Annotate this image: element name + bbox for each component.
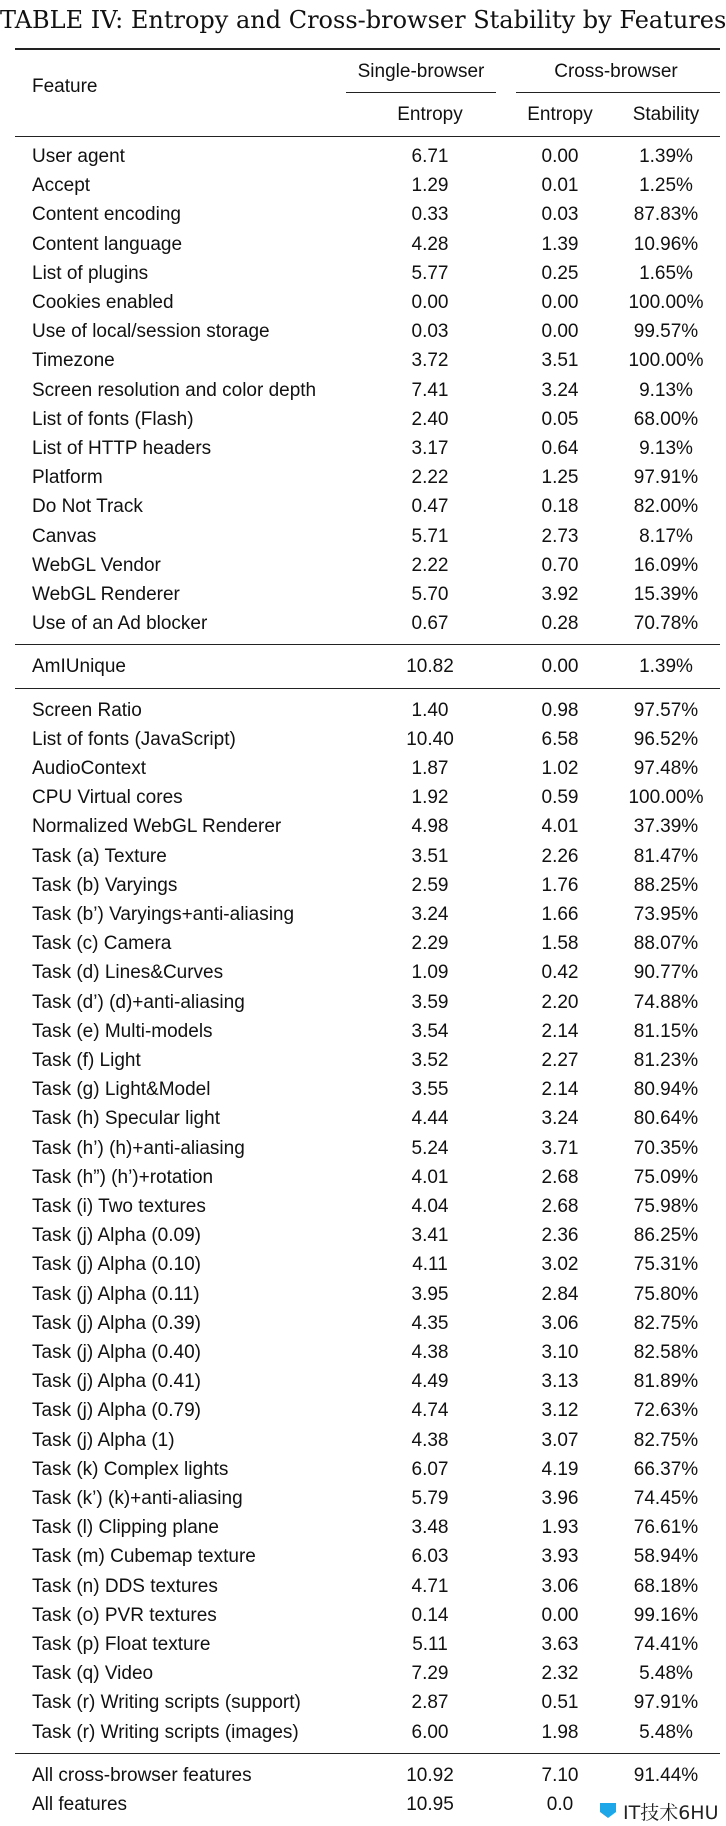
cross-entropy-cell: 2.27 (541, 1050, 579, 1071)
feature-cell: Task (g) Light&Model (32, 1079, 211, 1101)
table-row (0, 377, 726, 406)
single-entropy-cell: 10.40 (406, 728, 454, 750)
stability-cell: 80.94% (633, 1079, 699, 1101)
stability-cell: 81.89% (633, 1371, 699, 1393)
feature-cell: Task (p) Float texture (32, 1634, 211, 1655)
feature-cell: Canvas (32, 525, 97, 547)
stability-cell: 15.39% (633, 584, 699, 605)
table-row (0, 1514, 726, 1543)
stability-cell: 68.18% (633, 1575, 699, 1597)
table-row (0, 784, 726, 813)
stability-cell: 86.25% (633, 1225, 699, 1247)
single-entropy-cell: 6.07 (411, 1458, 449, 1480)
feature-cell: Content encoding (32, 204, 181, 226)
table-row (0, 172, 726, 201)
single-entropy-cell: 3.54 (411, 1020, 449, 1042)
cross-entropy-cell: 3.63 (541, 1634, 579, 1655)
feature-cell: Screen resolution and color depth (32, 379, 317, 401)
table-row (0, 610, 726, 639)
cross-browser-cmidrule (516, 92, 720, 93)
feature-cell: User agent (32, 146, 125, 167)
top-rule (15, 48, 720, 50)
table-row (0, 989, 726, 1018)
watermark (596, 1794, 726, 1826)
table-row (0, 872, 726, 901)
table-row (0, 1543, 726, 1572)
single-entropy-cell: 1.92 (411, 787, 449, 809)
single-entropy-cell: 3.41 (411, 1225, 449, 1247)
table-row (0, 1222, 726, 1251)
feature-cell: Task (j) Alpha (0.40) (32, 1342, 201, 1363)
single-entropy-cell: 1.29 (411, 175, 449, 197)
table-row (0, 959, 726, 988)
stability-cell: 70.78% (633, 613, 699, 635)
cross-entropy-cell: 3.93 (541, 1546, 579, 1568)
cross-entropy-cell: 3.96 (541, 1488, 579, 1509)
feature-cell: Task (r) Writing scripts (support) (32, 1692, 301, 1714)
feature-cell: Task (l) Clipping plane (32, 1517, 219, 1539)
single-entropy-cell: 3.52 (411, 1050, 449, 1071)
cross-entropy-cell: 7.10 (541, 1764, 579, 1786)
stability-cell: 58.94% (633, 1546, 699, 1568)
stability-cell: 1.39% (639, 146, 693, 167)
single-entropy-cell: 3.59 (411, 991, 449, 1013)
cross-entropy-cell: 2.32 (541, 1663, 579, 1685)
single-entropy-cell: 3.17 (411, 438, 449, 459)
single-entropy-cell: 10.82 (406, 656, 454, 678)
table-row (0, 726, 726, 755)
cross-entropy-cell: 0.01 (541, 175, 579, 197)
single-entropy-cell: 6.03 (411, 1546, 449, 1568)
feature-cell: Task (n) DDS textures (32, 1575, 218, 1597)
table-row (0, 1164, 726, 1193)
feature-cell: WebGL Renderer (32, 584, 180, 605)
stability-cell: 82.00% (633, 496, 699, 518)
cross-entropy-cell: 4.19 (541, 1458, 579, 1480)
stability-cell: 37.39% (633, 816, 699, 838)
single-entropy-cell: 4.01 (411, 1166, 449, 1188)
cross-entropy-cell: 3.24 (541, 1108, 579, 1130)
group-separator-rule (15, 644, 720, 645)
table-row (0, 653, 726, 682)
feature-cell: AudioContext (32, 758, 147, 779)
table-row (0, 406, 726, 435)
stability-cell: 66.37% (633, 1458, 699, 1480)
single-entropy-cell: 4.74 (411, 1400, 449, 1422)
cross-entropy-cell: 0.03 (541, 204, 579, 226)
cross-entropy-cell: 3.12 (541, 1400, 579, 1422)
cross-entropy-cell: 1.93 (541, 1517, 579, 1539)
single-entropy-cell: 2.40 (411, 408, 449, 430)
stability-cell: 88.07% (633, 933, 699, 955)
table-row (0, 435, 726, 464)
cross-entropy-cell: 3.13 (541, 1371, 579, 1393)
single-browser-cmidrule (346, 92, 496, 93)
header-feature: Feature (32, 76, 98, 97)
feature-cell: All features (32, 1794, 128, 1815)
feature-cell: Platform (32, 467, 103, 489)
cross-entropy-cell: 1.66 (541, 904, 579, 925)
stability-cell: 100.00% (628, 350, 704, 372)
cross-entropy-cell: 2.20 (541, 991, 579, 1013)
feature-cell: Task (a) Texture (32, 845, 167, 867)
feature-cell: Task (k) Complex lights (32, 1458, 229, 1480)
stability-cell: 97.57% (633, 699, 699, 721)
feature-cell: Task (j) Alpha (0.39) (32, 1312, 201, 1334)
cross-entropy-cell: 0.00 (541, 1604, 579, 1626)
single-entropy-cell: 5.79 (411, 1488, 449, 1509)
stability-cell: 81.23% (633, 1050, 699, 1071)
single-entropy-cell: 5.24 (411, 1137, 449, 1159)
feature-cell: Use of an Ad blocker (32, 613, 208, 635)
watermark-logo-icon (598, 1800, 618, 1820)
stability-cell: 74.88% (633, 991, 699, 1013)
group-separator-rule (15, 688, 720, 689)
stability-cell: 10.96% (633, 233, 699, 255)
feature-cell: Task (j) Alpha (1) (32, 1429, 175, 1451)
feature-cell: CPU Virtual cores (32, 787, 183, 809)
feature-cell: Task (j) Alpha (0.41) (32, 1371, 201, 1393)
table-row (0, 318, 726, 347)
stability-cell: 88.25% (633, 874, 699, 896)
single-entropy-cell: 5.77 (411, 262, 449, 284)
feature-cell: Task (j) Alpha (0.09) (32, 1225, 201, 1247)
feature-cell: List of HTTP headers (32, 438, 212, 459)
stability-cell: 87.83% (633, 204, 699, 226)
stability-cell: 97.91% (633, 1692, 699, 1714)
table-row (0, 1660, 726, 1689)
cross-entropy-cell: 0.00 (541, 321, 579, 343)
cross-entropy-cell: 2.36 (541, 1225, 579, 1247)
cross-entropy-cell: 3.07 (541, 1429, 579, 1451)
single-entropy-cell: 5.11 (412, 1634, 448, 1655)
header-cross-stability: Stability (632, 104, 700, 125)
table-row (0, 347, 726, 376)
cross-entropy-cell: 0.05 (541, 408, 579, 430)
single-entropy-cell: 7.41 (411, 379, 449, 401)
single-entropy-cell: 4.04 (411, 1196, 449, 1217)
cross-entropy-cell: 0.28 (541, 613, 579, 635)
table-row (0, 1047, 726, 1076)
single-entropy-cell: 4.35 (411, 1312, 449, 1334)
single-entropy-cell: 2.87 (411, 1692, 449, 1714)
stability-cell: 16.09% (633, 554, 699, 576)
feature-cell: Task (d) Lines&Curves (32, 962, 224, 984)
cross-entropy-cell: 0.18 (541, 496, 579, 518)
feature-cell: Task (b) Varyings (32, 874, 178, 896)
single-entropy-cell: 0.47 (411, 496, 449, 518)
single-entropy-cell: 2.59 (411, 874, 449, 896)
feature-cell: Task (f) Light (32, 1050, 141, 1071)
cross-entropy-cell: 0.70 (541, 554, 579, 576)
stability-cell: 5.48% (639, 1721, 693, 1743)
cross-entropy-cell: 3.24 (541, 379, 579, 401)
feature-cell: Task (j) Alpha (0.79) (32, 1400, 201, 1422)
table-row (0, 1339, 726, 1368)
table-row (0, 755, 726, 784)
cross-entropy-cell: 1.58 (541, 933, 579, 955)
group-separator-rule (15, 1753, 720, 1754)
stability-cell: 99.16% (633, 1604, 699, 1626)
feature-cell: Task (k’) (k)+anti-aliasing (32, 1488, 243, 1509)
table-row (0, 1368, 726, 1397)
stability-cell: 75.09% (633, 1166, 699, 1188)
single-entropy-cell: 1.09 (411, 962, 449, 984)
stability-cell: 5.48% (639, 1663, 693, 1685)
single-entropy-cell: 10.92 (406, 1764, 454, 1786)
table-row (0, 1427, 726, 1456)
cross-entropy-cell: 3.06 (541, 1575, 579, 1597)
feature-cell: List of fonts (JavaScript) (32, 728, 236, 750)
table-row (0, 1602, 726, 1631)
feature-cell: Task (h”) (h’)+rotation (32, 1166, 214, 1188)
single-entropy-cell: 4.71 (411, 1575, 449, 1597)
header-cross-browser: Cross-browser (554, 61, 678, 82)
table-row (0, 523, 726, 552)
single-entropy-cell: 6.00 (411, 1721, 449, 1743)
cross-entropy-cell: 0.00 (541, 656, 579, 678)
cross-entropy-cell: 1.25 (541, 467, 579, 489)
table-row (0, 260, 726, 289)
stability-cell: 72.63% (633, 1400, 699, 1422)
header-cross-entropy: Entropy (527, 104, 593, 125)
cross-entropy-cell: 6.58 (541, 728, 579, 750)
table-row (0, 1135, 726, 1164)
stability-cell: 81.15% (633, 1020, 699, 1042)
single-entropy-cell: 3.51 (411, 845, 449, 867)
cross-entropy-cell: 0.98 (541, 699, 579, 721)
stability-cell: 96.52% (633, 728, 699, 750)
table-row (0, 1018, 726, 1047)
table-row (0, 1719, 726, 1748)
table-row (0, 289, 726, 318)
single-entropy-cell: 5.70 (411, 584, 449, 605)
feature-cell: Task (j) Alpha (0.11) (32, 1283, 200, 1305)
feature-cell: Task (e) Multi-models (32, 1020, 213, 1042)
cross-entropy-cell: 2.68 (541, 1166, 579, 1188)
single-entropy-cell: 2.29 (411, 933, 449, 955)
table-row (0, 201, 726, 230)
single-entropy-cell: 4.28 (411, 233, 449, 255)
feature-cell: Task (m) Cubemap texture (32, 1546, 256, 1568)
feature-cell: Task (r) Writing scripts (images) (32, 1721, 299, 1743)
feature-cell: Do Not Track (32, 496, 143, 518)
single-entropy-cell: 4.44 (411, 1108, 449, 1130)
single-entropy-cell: 1.40 (411, 699, 449, 721)
feature-cell: Timezone (32, 350, 115, 372)
cross-entropy-cell: 2.14 (541, 1079, 579, 1101)
table-row (0, 1105, 726, 1134)
stability-cell: 80.64% (633, 1108, 699, 1130)
stability-cell: 68.00% (633, 408, 699, 430)
table-row (0, 1456, 726, 1485)
table-row (0, 231, 726, 260)
single-entropy-cell: 0.67 (411, 613, 449, 635)
cross-entropy-cell: 0.25 (541, 262, 579, 284)
stability-cell: 70.35% (633, 1137, 699, 1159)
cross-entropy-cell: 3.06 (541, 1312, 579, 1334)
table-row (0, 1281, 726, 1310)
stability-cell: 97.48% (633, 758, 699, 779)
stability-cell: 74.41% (633, 1634, 699, 1655)
stability-cell: 1.65% (639, 262, 693, 284)
single-entropy-cell: 4.11 (412, 1254, 448, 1276)
single-entropy-cell: 1.87 (411, 758, 449, 779)
table-row (0, 581, 726, 610)
cross-entropy-cell: 3.10 (541, 1342, 579, 1363)
stability-cell: 91.44% (633, 1764, 699, 1786)
watermark-text: IT技术6HU (623, 1802, 719, 1824)
feature-cell: Content language (32, 233, 183, 255)
feature-cell: Task (h) Specular light (32, 1108, 220, 1130)
stability-cell: 75.80% (633, 1283, 699, 1305)
single-entropy-cell: 4.98 (411, 816, 449, 838)
feature-cell: Screen Ratio (32, 699, 142, 721)
feature-cell: WebGL Vendor (32, 554, 161, 576)
feature-cell: Use of local/session storage (32, 321, 270, 343)
single-entropy-cell: 4.38 (411, 1342, 449, 1363)
cross-entropy-cell: 1.39 (541, 233, 579, 255)
cross-entropy-cell: 0.64 (541, 438, 579, 459)
single-entropy-cell: 0.14 (411, 1604, 449, 1626)
table-row (0, 1573, 726, 1602)
feature-cell: Task (b’) Varyings+anti-aliasing (32, 904, 295, 925)
feature-cell: Task (i) Two textures (32, 1196, 206, 1217)
table-caption: TABLE IV: Entropy and Cross-browser Stability by Features (0, 6, 726, 34)
cross-entropy-cell: 2.73 (541, 525, 579, 547)
cross-entropy-cell: 0.42 (541, 962, 579, 984)
single-entropy-cell: 3.48 (411, 1517, 449, 1539)
cross-entropy-cell: 2.84 (541, 1283, 579, 1305)
feature-cell: AmIUnique (32, 656, 126, 678)
stability-cell: 82.58% (633, 1342, 699, 1363)
stability-cell: 82.75% (633, 1429, 699, 1451)
single-entropy-cell: 4.38 (411, 1429, 449, 1451)
cross-entropy-cell: 0.00 (541, 146, 579, 167)
table-row (0, 813, 726, 842)
stability-cell: 1.39% (639, 656, 693, 678)
feature-cell: Task (q) Video (32, 1663, 154, 1685)
stability-cell: 82.75% (633, 1312, 699, 1334)
stability-cell: 74.45% (633, 1488, 699, 1509)
feature-cell: List of plugins (32, 262, 149, 284)
cross-entropy-cell: 1.76 (541, 874, 579, 896)
stability-cell: 100.00% (628, 292, 704, 313)
single-entropy-cell: 3.24 (411, 904, 449, 925)
feature-cell: Task (h’) (h)+anti-aliasing (32, 1137, 245, 1159)
header-rule (15, 136, 720, 137)
feature-cell: Accept (32, 175, 91, 197)
stability-cell: 99.57% (633, 321, 699, 343)
table-row (0, 1193, 726, 1222)
table-row (0, 930, 726, 959)
single-entropy-cell: 2.22 (411, 467, 449, 489)
stability-cell: 81.47% (633, 845, 699, 867)
single-entropy-cell: 10.95 (406, 1794, 454, 1815)
feature-cell: All cross-browser features (32, 1764, 252, 1786)
feature-cell: Normalized WebGL Renderer (32, 816, 282, 838)
table-row (0, 143, 726, 172)
table-row (0, 843, 726, 872)
feature-cell: Cookies enabled (32, 292, 174, 313)
cross-entropy-cell: 3.92 (541, 584, 579, 605)
single-entropy-cell: 0.00 (411, 292, 449, 313)
feature-cell: Task (o) PVR textures (32, 1604, 217, 1626)
table-row (0, 1485, 726, 1514)
feature-cell: Task (j) Alpha (0.10) (32, 1254, 201, 1276)
stability-cell: 73.95% (633, 904, 699, 925)
stability-cell: 97.91% (633, 467, 699, 489)
cross-entropy-cell: 0.51 (541, 1692, 579, 1714)
single-entropy-cell: 6.71 (411, 146, 449, 167)
single-entropy-cell: 4.49 (411, 1371, 449, 1393)
single-entropy-cell: 3.95 (411, 1283, 449, 1305)
stability-cell: 75.31% (633, 1254, 699, 1276)
cross-entropy-cell: 2.26 (541, 845, 579, 867)
cross-entropy-cell: 1.02 (541, 758, 579, 779)
cross-entropy-cell: 1.98 (541, 1721, 579, 1743)
cross-entropy-cell: 0.00 (541, 292, 579, 313)
stability-cell: 9.13% (639, 438, 693, 459)
stability-cell: 1.25% (639, 175, 693, 197)
single-entropy-cell: 7.29 (411, 1663, 449, 1685)
single-entropy-cell: 3.55 (411, 1079, 449, 1101)
header-single-entropy: Entropy (397, 104, 463, 125)
cross-entropy-cell: 3.02 (541, 1254, 579, 1276)
single-entropy-cell: 5.71 (411, 525, 449, 547)
cross-entropy-cell: 2.14 (541, 1020, 579, 1042)
single-entropy-cell: 3.72 (411, 350, 449, 372)
table-row (0, 901, 726, 930)
feature-cell: Task (d’) (d)+anti-aliasing (32, 991, 245, 1013)
table-row (0, 1310, 726, 1339)
single-entropy-cell: 0.33 (411, 204, 449, 226)
single-entropy-cell: 2.22 (411, 554, 449, 576)
cross-entropy-cell: 4.01 (541, 816, 579, 838)
stability-cell: 75.98% (633, 1196, 699, 1217)
header-single-browser: Single-browser (357, 61, 485, 82)
table-row (0, 1251, 726, 1280)
cross-entropy-cell: 0.59 (541, 787, 579, 809)
single-entropy-cell: 0.03 (411, 321, 449, 343)
table-row (0, 1076, 726, 1105)
stability-cell: 9.13% (639, 379, 693, 401)
stability-cell: 76.61% (633, 1517, 699, 1539)
table-row (0, 1762, 726, 1791)
feature-cell: Task (c) Camera (32, 933, 172, 955)
cross-entropy-cell: 3.71 (541, 1137, 579, 1159)
stability-cell: 100.00% (628, 787, 704, 809)
stability-cell: 8.17% (639, 525, 693, 547)
stability-cell: 90.77% (633, 962, 699, 984)
cross-entropy-cell: 0.0 (546, 1794, 574, 1815)
cross-entropy-cell: 2.68 (541, 1196, 579, 1217)
cross-entropy-cell: 3.51 (541, 350, 579, 372)
table-row (0, 1631, 726, 1660)
table-row (0, 1397, 726, 1426)
table-row (0, 1689, 726, 1718)
table-row (0, 697, 726, 726)
feature-cell: List of fonts (Flash) (32, 408, 194, 430)
table-row (0, 493, 726, 522)
table-row (0, 552, 726, 581)
table-row (0, 464, 726, 493)
